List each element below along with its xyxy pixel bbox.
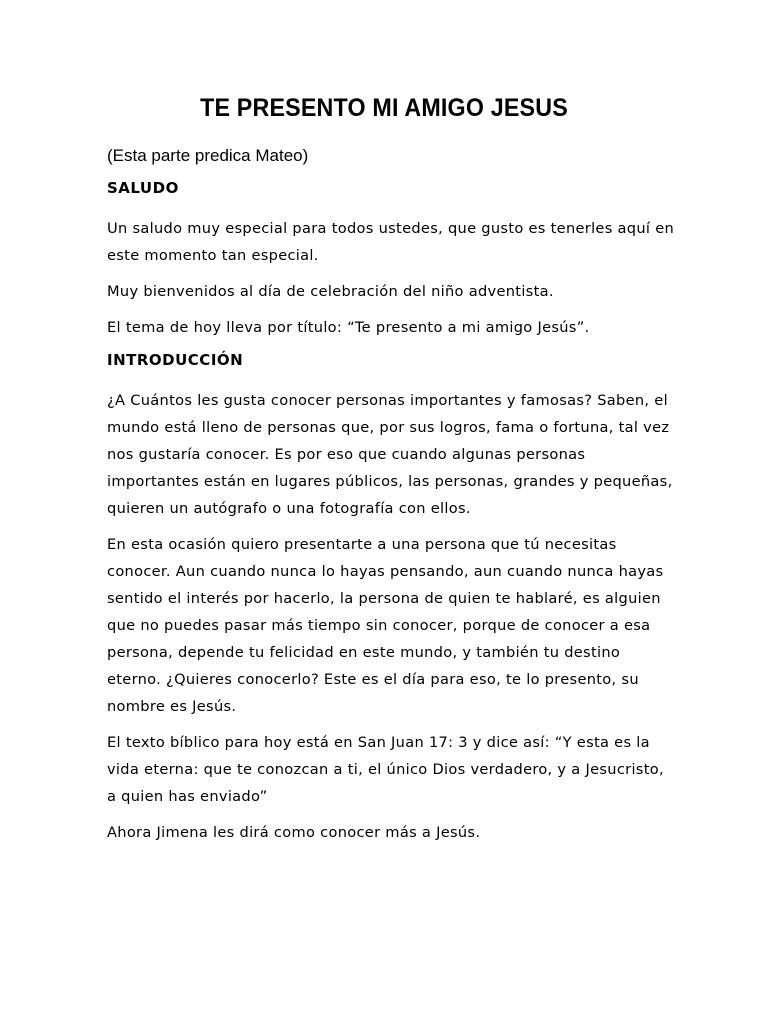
paragraph: Muy bienvenidos al día de celebración del niño adventista. [107,283,554,300]
page-title: TE PRESENTO MI AMIGO JESUS [200,94,568,122]
paragraph: El texto bíblico para hoy está en San Juan 17: 3 y dice así: “Y esta es la vida eterna: que te conozcan a ti, el único Dios verdadero, y a Jesucristo, a quien has enviado” [107,734,664,805]
paragraph: En esta ocasión quiero presentarte a una persona que tú necesitas conocer. Aun cuando nunca lo hayas pensando, aun cuando nunca hayas sentido el interés por hacerlo, la persona de quien te hablaré, es alguien que no puedes pasar más tiempo sin conocer, porque de conocer a esa persona, depende tu felicidad en este mundo, y también tu destino eterno. ¿Quieres conocerlo? Este es el día para eso, te lo presento, su nombre es Jesús. [107,536,664,715]
section-heading-introduccion: INTRODUCCIÓN [107,351,244,369]
preacher-note: (Esta parte predica Mateo) [107,146,309,165]
paragraph: ¿A Cuántos les gusta conocer personas importantes y famosas? Saben, el mundo está lleno de personas que, por sus logros, fama o fortuna, tal vez nos gustaría conocer. Es por eso que cuando algunas personas importantes están en lugares públicos, las personas, grandes y pequeñas, quieren un autógrafo o una fotografía con ellos. [107,392,673,517]
paragraph: El tema de hoy lleva por título: “Te presento a mi amigo Jesús”. [107,319,590,336]
paragraph: Un saludo muy especial para todos ustedes, que gusto es tenerles aquí en este momento tan especial. [107,220,675,264]
document-body [107,178,677,855]
paragraph: Ahora Jimena les dirá como conocer más a Jesús. [107,824,481,841]
section-heading-saludo: SALUDO [107,179,179,197]
